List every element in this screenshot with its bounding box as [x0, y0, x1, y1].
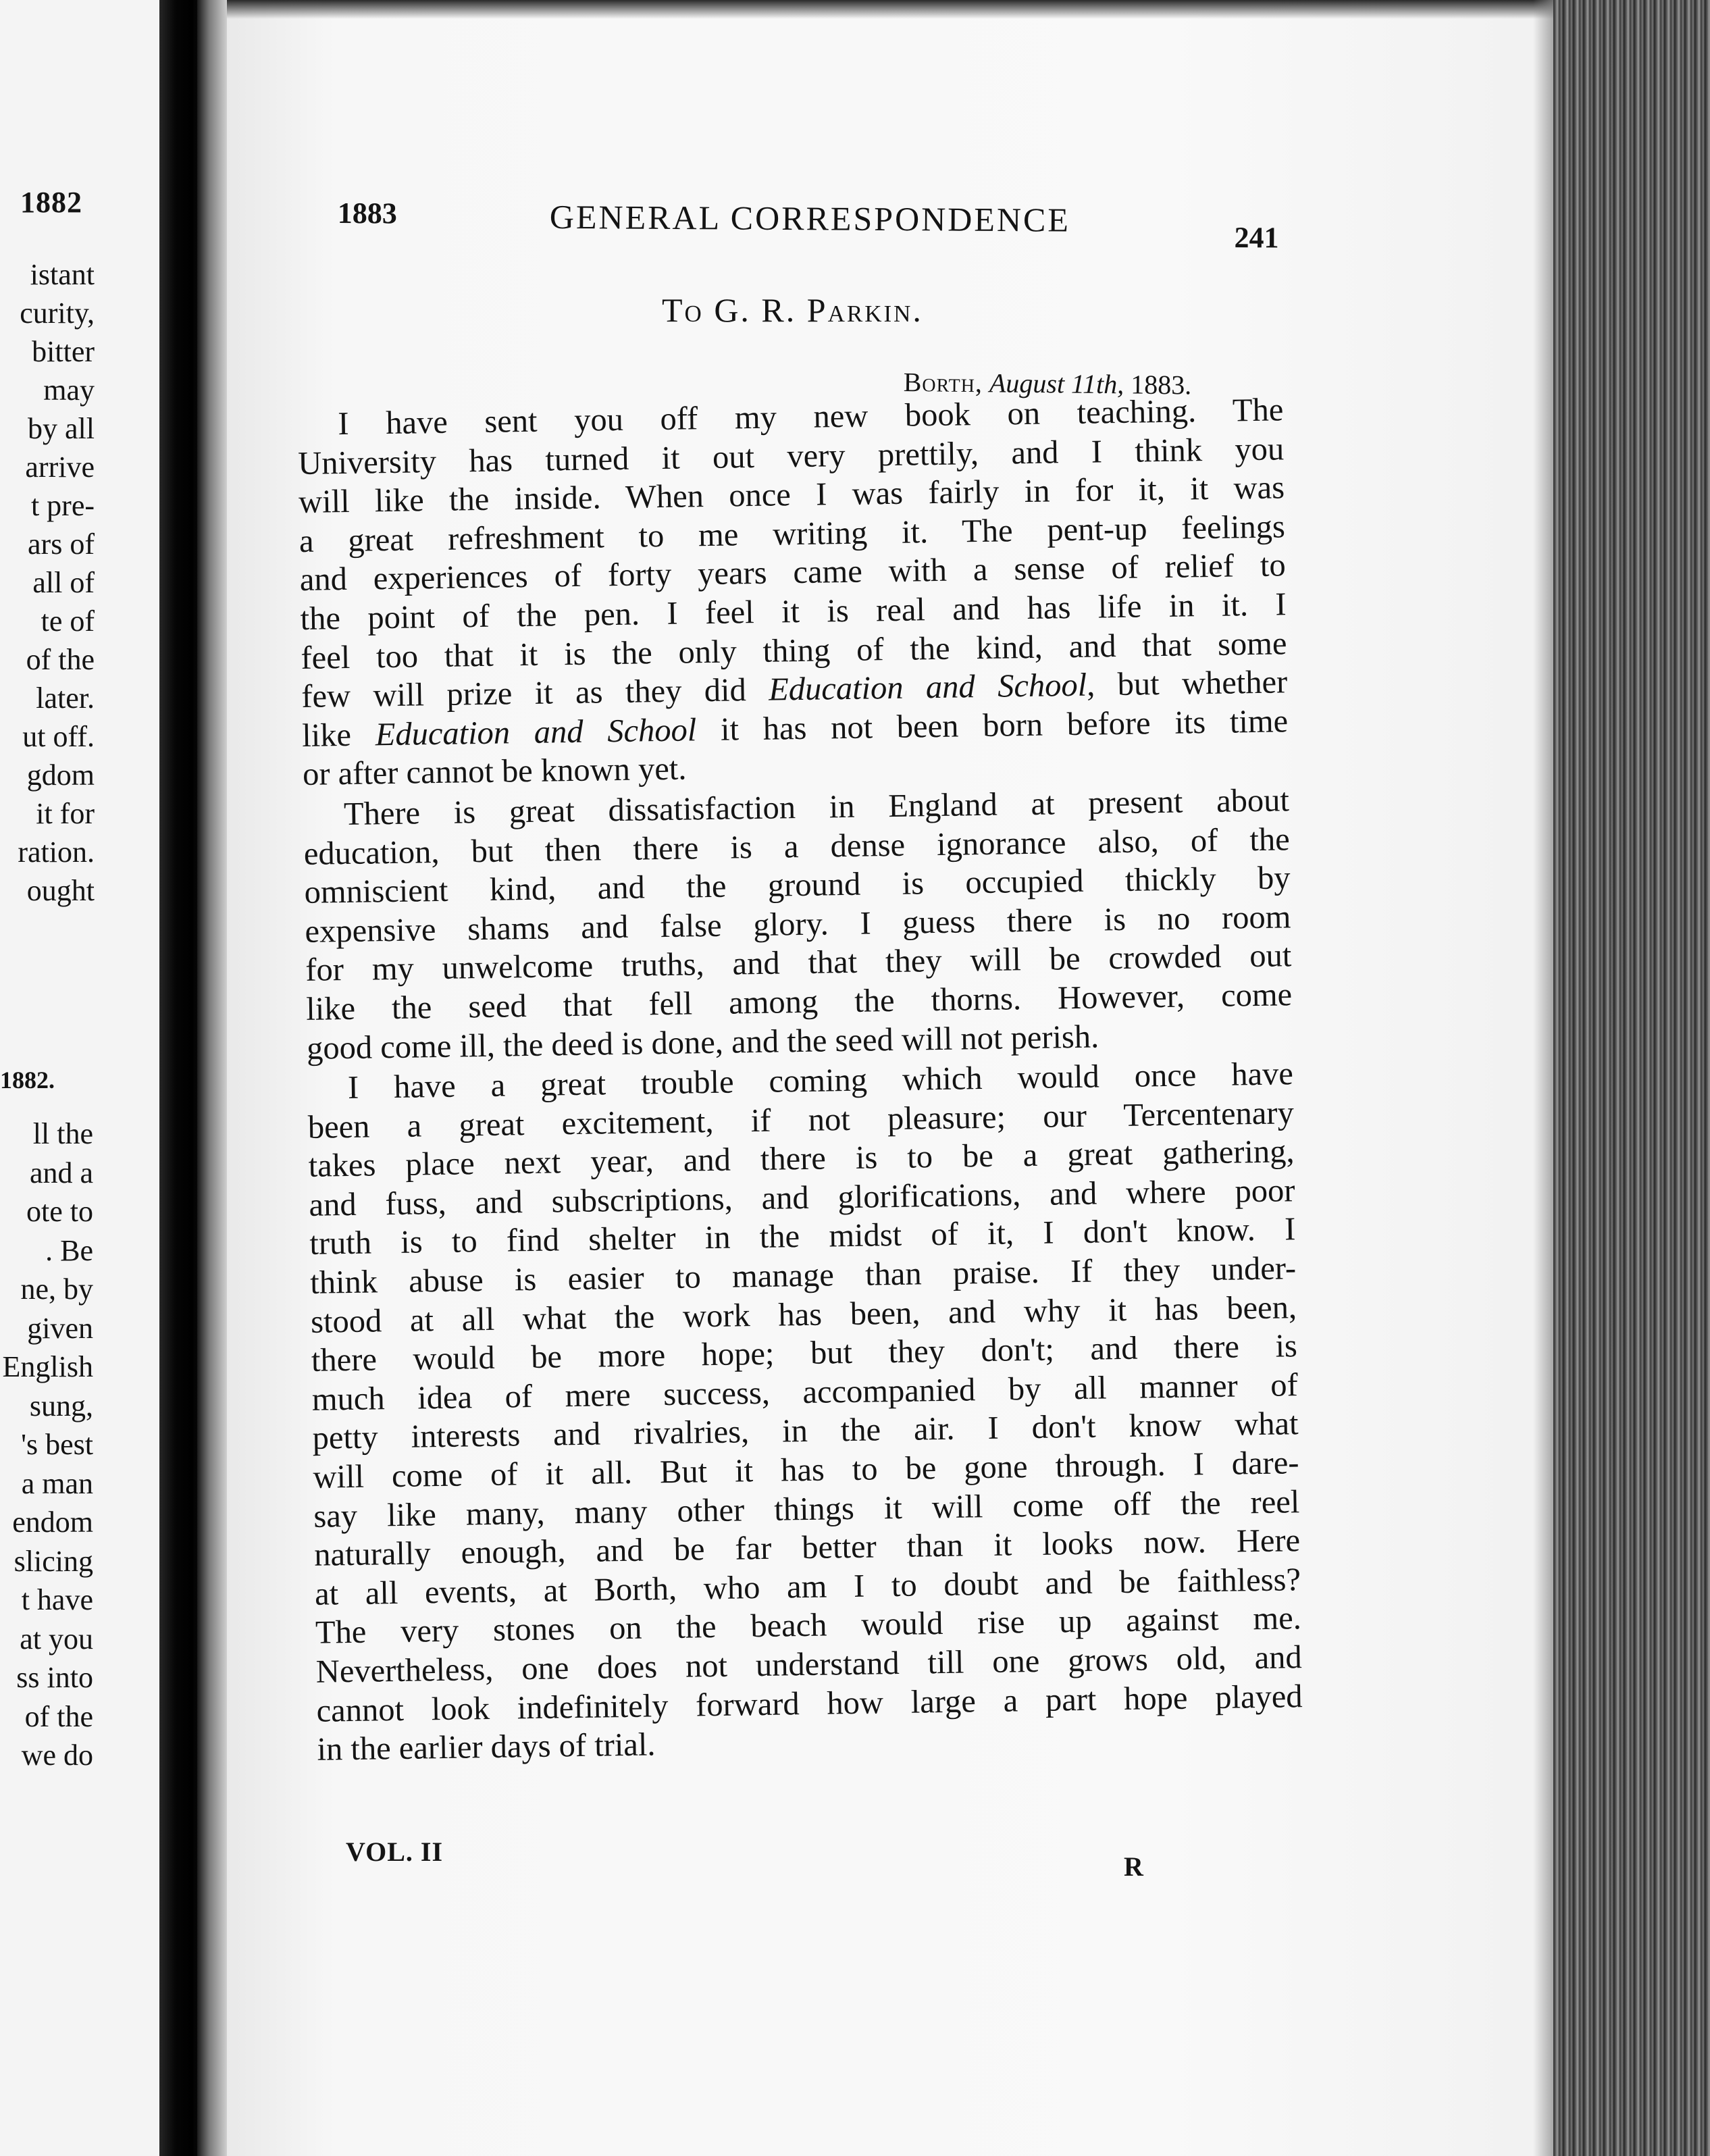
left-page-line: 's best: [21, 1428, 93, 1461]
top-shadow: [227, 0, 1571, 19]
footer-signature-mark: R: [1124, 1851, 1143, 1882]
dateline-year: 1883.: [1130, 369, 1192, 401]
left-page-line: English: [2, 1350, 93, 1383]
left-page-line: ss into: [16, 1661, 93, 1694]
book-title: Education and School: [768, 667, 1087, 708]
text-line: the point of the pen. I feel it is real and has life in it. I: [300, 586, 1287, 637]
left-page-line: given: [27, 1311, 93, 1345]
text-line: truth is to find shelter in the midst of it, I don't know. I: [309, 1211, 1296, 1262]
left-page-line: all of: [32, 566, 95, 599]
page-number: 241: [1234, 221, 1279, 255]
text-line: been a great excitement, if not pleasure; our Tercentenary: [307, 1094, 1295, 1146]
text-line: for my unwelcome truths, and that they will be crowded out: [305, 938, 1292, 989]
left-page-line: bitter: [32, 335, 95, 368]
text-line: expensive shams and false glory. I guess there is no room: [305, 898, 1291, 950]
text-line: or after cannot be known yet.: [302, 750, 687, 793]
text-line: education, but then there is a dense ignorance also, of the: [303, 821, 1291, 872]
text-line: omniscient kind, and the ground is occupied thickly by: [304, 860, 1291, 911]
left-page-line: sung,: [29, 1389, 93, 1422]
text-line: petty interests and rivalries, in the air. I don't know what: [312, 1406, 1299, 1457]
text-line: good come ill, the deed is done, and the seed will not perish.: [306, 1018, 1099, 1067]
left-page-line: a man: [21, 1466, 93, 1500]
left-page-line: t have: [21, 1583, 93, 1616]
letter-title: To G. R. Parkin.: [662, 291, 923, 329]
text-line: naturally enough, and be far better than it looks now. Here: [313, 1522, 1301, 1574]
running-head-year: 1883: [337, 196, 397, 230]
left-page-line: and a: [29, 1156, 93, 1189]
paragraph-3: [307, 1054, 1303, 1769]
left-page-line: arrive: [25, 451, 95, 484]
left-page-line: later.: [36, 682, 95, 715]
text-line: cannot look indefinitely forward how large a part hope played: [316, 1678, 1303, 1729]
left-page-line: endom: [12, 1506, 93, 1539]
footer-volume: VOL. II: [346, 1837, 444, 1867]
letter-body: [297, 390, 1303, 1769]
left-page-line: ut off.: [22, 720, 95, 753]
gutter-shadow: [197, 0, 227, 2156]
dateline-date: August 11th,: [989, 367, 1124, 400]
running-head-title: GENERAL CORRESPONDENCE: [549, 197, 1071, 239]
left-page-text-bottom: [0, 1114, 93, 1775]
text-segment: few will prize it as they did: [301, 671, 769, 715]
dateline-place: Borth,: [903, 366, 983, 399]
text-line: think abuse is easier to manage than praise. If they under-: [309, 1250, 1297, 1301]
text-line: The very stones on the beach would rise up against me.: [315, 1600, 1302, 1651]
text-line: and fuss, and subscriptions, and glorifications, and where poor: [309, 1173, 1295, 1223]
left-page-text-top: [0, 255, 95, 910]
text-line: I have a great trouble coming which would once have: [347, 1056, 1294, 1106]
text-line: there would be more hope; but they don't; and there is: [311, 1328, 1298, 1379]
left-page-line: of the: [24, 1699, 93, 1733]
text-line: will like the inside. When once I was fairly in for it, it was: [298, 469, 1285, 521]
left-page-line: ration.: [18, 836, 95, 869]
left-page-line: at you: [20, 1622, 93, 1656]
left-page-year: 1882: [20, 186, 82, 219]
text-line: will come of it all. But it has to be gone through. I dare-: [313, 1445, 1299, 1495]
text-line: say like many, many other things it will come off the reel: [313, 1483, 1300, 1535]
left-page-line: ote to: [26, 1195, 93, 1228]
text-line: Nevertheless, one does not understand till one grows old, and: [315, 1639, 1303, 1690]
left-page-line: gdom: [26, 759, 95, 792]
left-page-line: slicing: [14, 1544, 93, 1578]
text-segment: like: [301, 717, 376, 754]
left-page-line: we do: [21, 1739, 93, 1772]
text-line: stood at all what the work has been, and why it has been,: [310, 1289, 1297, 1340]
text-segment: , but whether: [1086, 664, 1288, 703]
text-line: I have sent you off my new book on teaching. The: [338, 392, 1284, 442]
left-page-year-2: 1882.: [0, 1067, 55, 1094]
left-page-line: t pre-: [30, 489, 95, 522]
left-page-line: of the: [26, 643, 95, 676]
text-line: feel too that it is the only thing of the kind, and that some: [301, 625, 1287, 676]
text-line: like the seed that fell among the thorns. However, come: [305, 977, 1293, 1027]
left-page-line: . Be: [45, 1233, 93, 1267]
text-segment: it has not been born before its time: [696, 703, 1289, 748]
left-page-line: may: [43, 374, 95, 407]
left-page-line: ought: [26, 874, 95, 907]
left-page-line: ll the: [32, 1117, 93, 1150]
text-line: and experiences of forty years came with a sense of relief to: [299, 547, 1287, 598]
left-page-line: by all: [28, 412, 95, 445]
left-page-line: it for: [36, 797, 95, 830]
left-page-line: curity,: [20, 297, 95, 330]
left-page-line: ne, by: [20, 1273, 93, 1306]
text-line: a great refreshment to me writing it. The pent-up feelings: [299, 509, 1286, 559]
paragraph-1: [297, 390, 1289, 794]
text-line: takes place next year, and there is to be a great gathering,: [308, 1133, 1295, 1185]
text-line: much idea of mere success, accompanied by all manner of: [311, 1367, 1299, 1418]
text-line: at all events, at Borth, who am I to doubt and be faithless?: [314, 1561, 1301, 1612]
text-line: University has turned it out very prettily, and I think you: [297, 430, 1285, 482]
text-line: There is great dissatisfaction in England at present about: [343, 782, 1290, 832]
left-page-line: ars of: [28, 528, 95, 561]
book-title: Education and School: [375, 712, 697, 753]
left-page-line: te of: [41, 605, 95, 638]
paragraph-2: [303, 781, 1293, 1068]
running-head: [337, 196, 1283, 255]
left-page-line: istant: [30, 258, 95, 291]
text-line: in the earlier days of trial.: [317, 1726, 656, 1768]
page-edges: [1553, 0, 1710, 2156]
